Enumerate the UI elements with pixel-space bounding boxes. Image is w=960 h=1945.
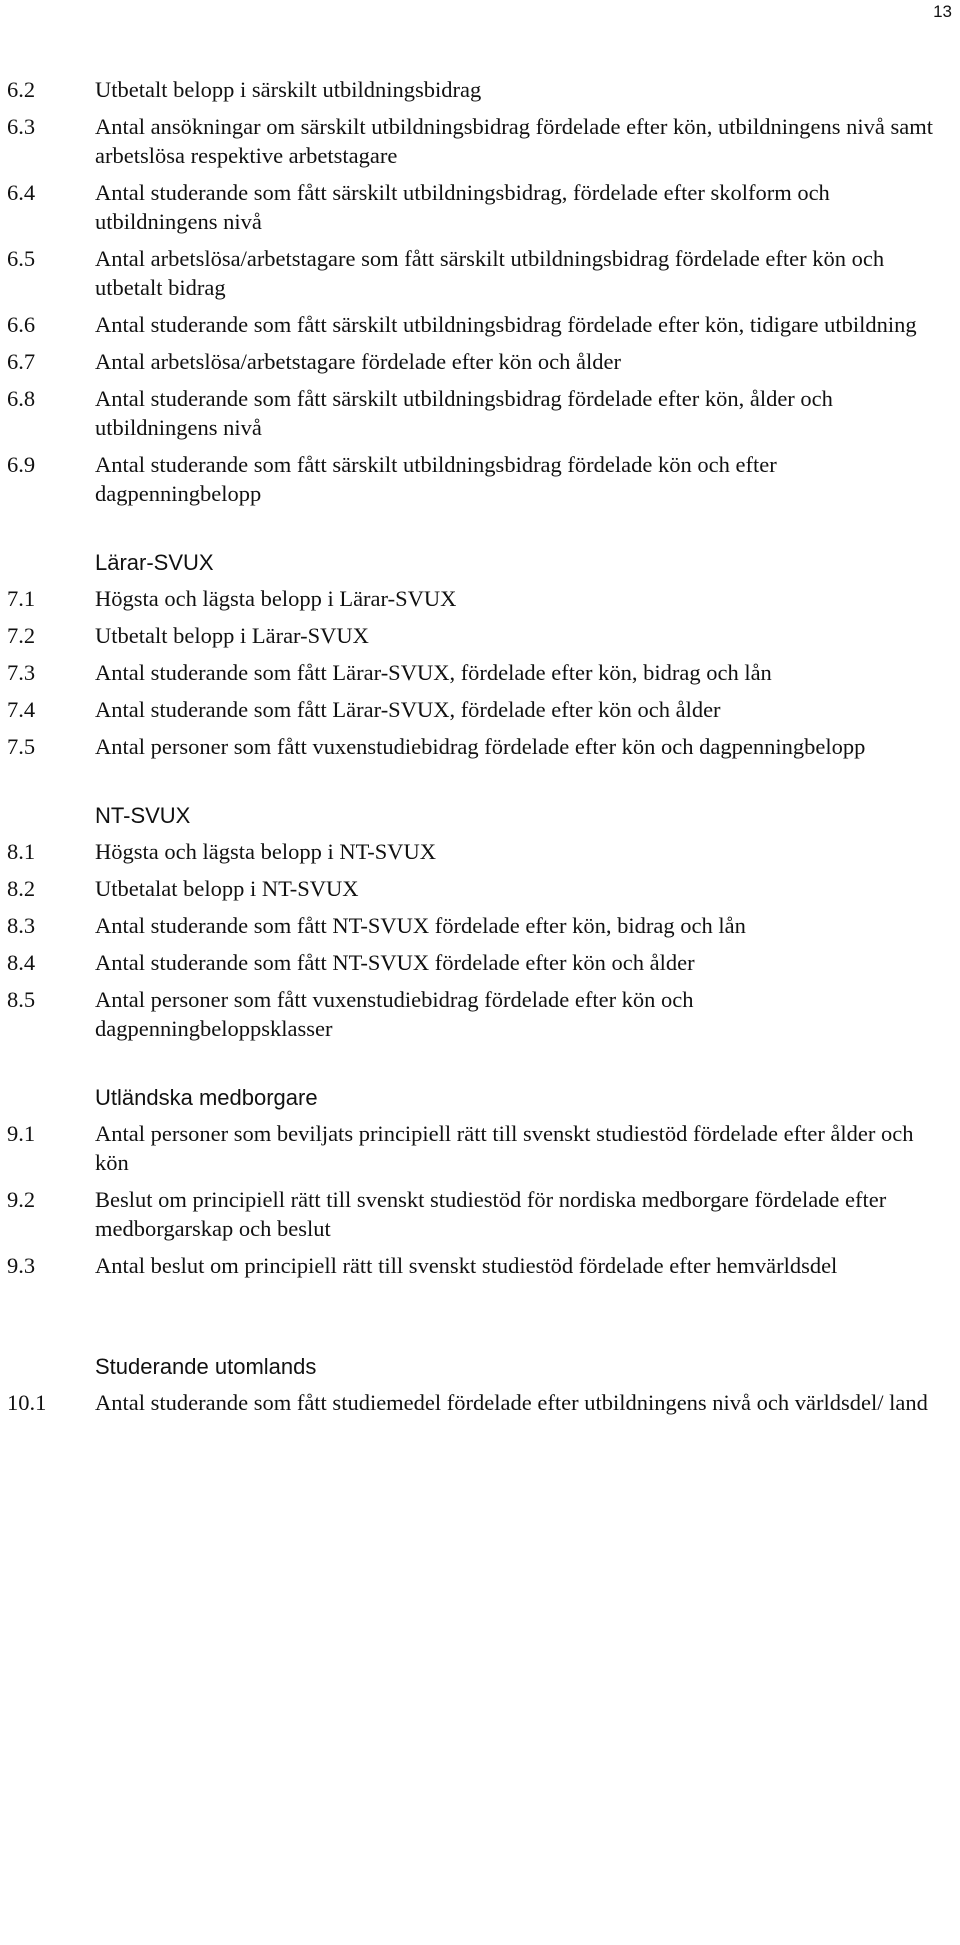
entry-title: Antal studerande som fått NT-SVUX fördelade efter kön och ålder [95, 950, 695, 975]
list-item [7, 384, 937, 442]
entry-title: Antal studerande som fått särskilt utbildningsbidrag fördelade efter kön, tidigare utbildning [95, 312, 917, 337]
section-heading: Utländska medborgare [95, 1085, 318, 1110]
entry-title: Antal studerande som fått särskilt utbildningsbidrag fördelade kön och efter dagpenningbelopp [95, 452, 777, 506]
list-item [7, 112, 937, 170]
entry-number: 8.2 [7, 876, 36, 901]
list-item [7, 732, 937, 761]
entry-number: 9.1 [7, 1121, 36, 1146]
entry-number: 8.3 [7, 913, 36, 938]
entry-title: Antal personer som fått vuxenstudiebidrag fördelade efter kön och dagpenningbeloppsklasser [95, 987, 694, 1041]
entry-title: Antal personer som fått vuxenstudiebidrag fördelade efter kön och dagpenningbelopp [95, 734, 866, 759]
section-6 [7, 75, 937, 508]
entry-title: Antal ansökningar om särskilt utbildningsbidrag fördelade efter kön, utbildningens nivå samt arbetslösa respektive arbetstagare [95, 114, 933, 168]
entry-title: Antal studerande som fått särskilt utbildningsbidrag fördelade efter kön, ålder och utbildningens nivå [95, 386, 833, 440]
list-item [7, 347, 937, 376]
section-7 [7, 548, 937, 761]
entry-number: 7.3 [7, 660, 36, 685]
entry-number: 6.2 [7, 77, 36, 102]
entry-number: 6.8 [7, 386, 36, 411]
section-heading: NT-SVUX [95, 803, 191, 828]
entry-number: 8.1 [7, 839, 36, 864]
entry-title: Högsta och lägsta belopp i NT-SVUX [95, 839, 437, 864]
list-item [7, 911, 937, 940]
entry-title: Antal beslut om principiell rätt till svenskt studiestöd fördelade efter hemvärldsdel [95, 1253, 838, 1278]
entry-title: Antal personer som beviljats principiell rätt till svenskt studiestöd fördelade efter ålder och kön [95, 1121, 914, 1175]
section-heading: Lärar-SVUX [95, 550, 214, 575]
section-8 [7, 801, 937, 1043]
entry-number: 8.5 [7, 987, 36, 1012]
entry-title: Antal arbetslösa/arbetstagare fördelade efter kön och ålder [95, 349, 621, 374]
entry-title: Antal studerande som fått Lärar-SVUX, fördelade efter kön, bidrag och lån [95, 660, 772, 685]
entry-title: Antal arbetslösa/arbetstagare som fått särskilt utbildningsbidrag fördelade efter kön och utbetalt bidrag [95, 246, 885, 300]
entry-number: 6.9 [7, 452, 36, 477]
list-item [7, 874, 937, 903]
entry-number: 7.5 [7, 734, 36, 759]
entry-title: Utbetalt belopp i särskilt utbildningsbidrag [95, 77, 482, 102]
entry-title: Högsta och lägsta belopp i Lärar-SVUX [95, 586, 457, 611]
entry-title: Antal studerande som fått NT-SVUX fördelade efter kön, bidrag och lån [95, 913, 746, 938]
entry-number: 6.6 [7, 312, 36, 337]
list-item [7, 621, 937, 650]
list-item [7, 948, 937, 977]
list-item [7, 310, 937, 339]
section-heading: Studerande utomlands [95, 1354, 317, 1379]
section-10 [7, 1352, 937, 1417]
entry-title: Antal studerande som fått studiemedel fördelade efter utbildningens nivå och världsdel/ land [95, 1390, 928, 1415]
table-of-contents [7, 75, 937, 1425]
entry-title: Beslut om principiell rätt till svenskt studiestöd för nordiska medborgare fördelade efter medborgarskap och beslut [95, 1187, 887, 1241]
entry-title: Antal studerande som fått Lärar-SVUX, fördelade efter kön och ålder [95, 697, 721, 722]
list-item [7, 1388, 937, 1417]
entry-number: 6.4 [7, 180, 36, 205]
section-9 [7, 1083, 937, 1280]
list-item [7, 75, 937, 104]
list-item [7, 1251, 937, 1280]
list-item [7, 837, 937, 866]
entry-number: 9.3 [7, 1253, 36, 1278]
entry-title: Utbetalat belopp i NT-SVUX [95, 876, 359, 901]
entry-number: 7.2 [7, 623, 36, 648]
list-item [7, 695, 937, 724]
entry-number: 7.4 [7, 697, 36, 722]
entry-number: 6.7 [7, 349, 36, 374]
list-item [7, 1119, 937, 1177]
list-item [7, 1185, 937, 1243]
list-item [7, 244, 937, 302]
entry-number: 7.1 [7, 586, 36, 611]
list-item [7, 584, 937, 613]
entry-number: 9.2 [7, 1187, 36, 1212]
entry-number: 6.5 [7, 246, 36, 271]
entry-number: 10.1 [7, 1390, 47, 1415]
entry-number: 8.4 [7, 950, 36, 975]
entry-title: Antal studerande som fått särskilt utbildningsbidrag, fördelade efter skolform och utbildningens nivå [95, 180, 830, 234]
list-item [7, 985, 937, 1043]
entry-number: 6.3 [7, 114, 36, 139]
list-item [7, 658, 937, 687]
entry-title: Utbetalt belopp i Lärar-SVUX [95, 623, 369, 648]
page-number: 13 [933, 2, 952, 21]
list-item [7, 450, 937, 508]
list-item [7, 178, 937, 236]
